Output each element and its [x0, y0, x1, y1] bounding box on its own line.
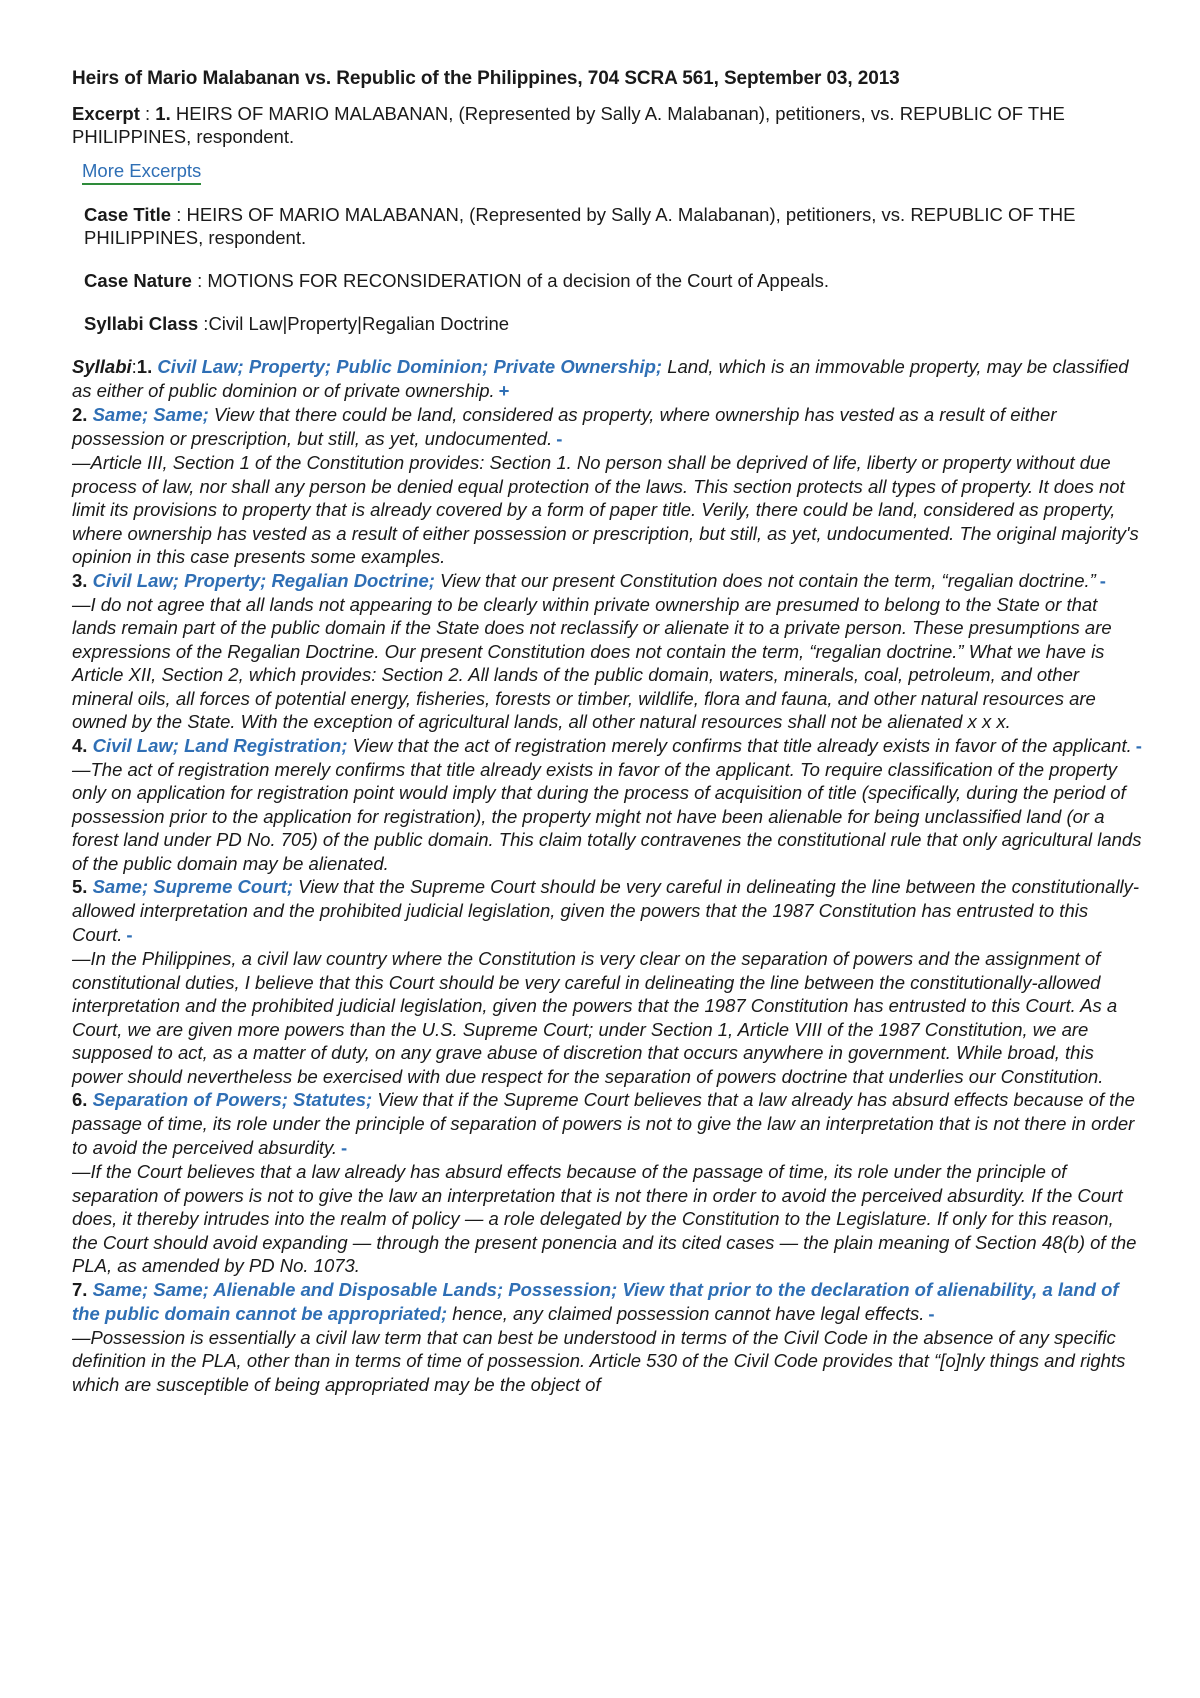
syllabus-item	[72, 1278, 1142, 1397]
syllabus-body: —If the Court believes that a law already has absurd effects because of the passage of time, its role under the principle of separation of powers is not to give the law an interpretation that is not there in order to avoid the perceived absurdity. If the Court does, it thereby intrudes into the realm of policy — a role delegated by the Constitution to the Legislature. If only for this reason, the Court should avoid expanding — through the present ponencia and its cited cases — the plain meaning of Section 48(b) of the PLA, as amended by PD No. 1073.	[72, 1161, 1137, 1276]
case-title-value: HEIRS OF MARIO MALABANAN, (Represented by Sally A. Malabanan), petitioners, vs. REPUBLIC OF THE PHILIPPINES, respondent.	[84, 204, 1076, 248]
syllabus-topic: Same; Same; Alienable and Disposable Lands; Possession; View that prior to the declaration of alienability, a land of the public domain cannot be appropriated;	[72, 1278, 1119, 1324]
document-page	[72, 68, 1142, 1396]
syllabus-body: —Article III, Section 1 of the Constitution provides: Section 1. No person shall be deprived of life, liberty or property without due process of law, nor shall any person be denied equal protection of the laws. This section protects all types of property. It does not limit its provisions to property that is already covered by a form of paper title. Verily, there could be land, considered as property, where ownership has vested as a result of either possession or prescription, but still, as yet, undocumented. The original majority's opinion in this case presents some examples.	[72, 452, 1139, 567]
syllabus-body: —The act of registration merely confirms that title already exists in favor of the applicant. To require classification of the property only on application for registration point would imply that during the process of acquisition of title (specifically, during the period of possession prior to the application for registration), the property might not have been alienable for being unclassified land (or a forest land under PD No. 705) of the public domain. This claim totally contravenes the constitutional rule that only agricultural lands of the public domain may be alienated.	[72, 758, 1142, 874]
excerpt-block	[72, 102, 1142, 148]
syllabus-summary: View that if the Supreme Court believes that a law already has absurd effects because of the passage of time, its role under the principle of separation of powers is not to give the law an interpretation that is not there in order to avoid the perceived absurdity.	[72, 1089, 1135, 1158]
syllabus-topic: Same; Supreme Court;	[92, 876, 294, 897]
syllabus-summary: View that the Supreme Court should be very careful in delineating the line between the constitutionally-allowed interpretation and the prohibited judicial legislation, given the powers that the 1987 Constitution has entrusted to this Court.	[72, 876, 1140, 945]
case-nature-value: MOTIONS FOR RECONSIDERATION of a decision of the Court of Appeals.	[207, 270, 830, 291]
syllabus-item	[72, 356, 1129, 401]
syllabi-sep: :	[131, 356, 137, 377]
collapse-toggle-icon[interactable]: -	[126, 924, 133, 945]
syllabus-body: —In the Philippines, a civil law country where the Constitution is very clear on the separation of powers and the assignment of constitutional duties, I believe that this Court should be very careful in delineating the line between the constitutionally-allowed interpretation and the prohibited judicial legislation, given the powers that the 1987 Constitution has entrusted to this Court. As a Court, we are given more powers than the U.S. Supreme Court; under Section 1, Article VIII of the 1987 Constitution, we are supposed to act, as a matter of duty, on any grave abuse of discretion that occurs anywhere in government. While broad, this power should nevertheless be exercised with due respect for the separation of powers doctrine that underlies our Constitution.	[72, 948, 1118, 1087]
syllabus-topic: Same; Same;	[92, 404, 209, 425]
syllabus-body: —Possession is essentially a civil law term that can best be understood in terms of the Civil Code in the absence of any specific definition in the PLA, other than in terms of time of possession. Article 530 of the Civil Code provides that “[o]nly things and rights which are susceptible of being appropriated may be the object of	[72, 1326, 1126, 1395]
case-title-label: Case Title	[84, 204, 172, 225]
syllabi-label: Syllabi	[72, 356, 132, 377]
syllabus-item	[72, 403, 1142, 569]
expand-toggle-icon[interactable]: +	[498, 380, 510, 401]
syllabus-item	[72, 569, 1142, 734]
collapse-toggle-icon[interactable]: -	[556, 428, 563, 449]
syllabus-summary: View that our present Constitution does not contain the term, “regalian doctrine.”	[434, 569, 1096, 591]
syllabus-item	[72, 734, 1142, 876]
syllabus-topic: Civil Law; Land Registration;	[92, 734, 348, 756]
syllabus-number: 4.	[72, 734, 88, 756]
document-title: Heirs of Mario Malabanan vs. Republic of the Philippines, 704 SCRA 561, September 03, 2013	[72, 68, 900, 89]
syllabus-summary: Land, which is an immovable property, may be classified as either of public dominion or of private ownership.	[72, 356, 1129, 401]
syllabus-item	[72, 1088, 1142, 1278]
syllabi-class-sep: :	[198, 313, 209, 334]
syllabus-number: 5.	[72, 876, 88, 897]
syllabus-item	[72, 875, 1142, 1088]
syllabus-body: —I do not agree that all lands not appearing to be clearly within private ownership are presumed to belong to the State or that lands remain part of the public domain if the State does not reclassify or alienate it to a private person. These presumptions are expressions of the Regalian Doctrine. Our present Constitution does not contain the term, “regalian doctrine.” What we have is Article XII, Section 2, which provides: Section 2. All lands of the public domain, waters, minerals, coal, petroleum, and other mineral oils, all forces of potential energy, fisheries, forests or timber, wildlife, flora and fauna, and other natural resources are owned by the State. With the exception of agricultural lands, all other natural resources shall not be alienated x x x.	[72, 593, 1112, 732]
syllabus-number: 6.	[72, 1089, 88, 1110]
case-nature-field	[84, 269, 1142, 292]
excerpt-number: 1.	[155, 103, 171, 124]
syllabus-topic: Separation of Powers; Statutes;	[92, 1089, 373, 1110]
syllabus-number: 1.	[136, 356, 153, 377]
collapse-toggle-icon[interactable]: -	[1135, 734, 1142, 756]
excerpt-label: Excerpt	[72, 103, 140, 124]
collapse-toggle-icon[interactable]: -	[1099, 569, 1106, 591]
syllabus-number: 3.	[72, 569, 88, 591]
case-title-sep: :	[171, 204, 187, 225]
case-title-field	[84, 203, 1142, 249]
collapse-toggle-icon[interactable]: -	[928, 1302, 935, 1324]
more-excerpts-link[interactable]: More Excerpts	[82, 160, 201, 185]
syllabus-number: 2.	[72, 404, 88, 425]
syllabus-summary: View that there could be land, considered as property, where ownership has vested as a result of either possession or prescription, but still, as yet, undocumented.	[72, 404, 1057, 449]
syllabi-class-value: Civil Law|Property|Regalian Doctrine	[208, 313, 510, 334]
syllabi-class-field	[84, 312, 1142, 335]
excerpt-text: HEIRS OF MARIO MALABANAN, (Represented by Sally A. Malabanan), petitioners, vs. REPUBLIC OF THE PHILIPPINES, respondent.	[72, 103, 1065, 147]
syllabus-topic: Civil Law; Property; Public Dominion; Private Ownership;	[157, 356, 663, 377]
syllabus-summary: hence, any claimed possession cannot have legal effects.	[447, 1302, 925, 1324]
case-nature-label: Case Nature	[84, 270, 192, 291]
syllabi-class-label: Syllabi Class	[84, 313, 199, 334]
excerpt-sep: :	[139, 103, 156, 124]
collapse-toggle-icon[interactable]: -	[340, 1137, 348, 1158]
syllabus-topic: Civil Law; Property; Regalian Doctrine;	[92, 569, 435, 591]
syllabi-section	[72, 355, 1142, 1396]
syllabus-number: 7.	[72, 1278, 88, 1300]
case-nature-sep: :	[191, 270, 208, 291]
syllabus-summary: View that the act of registration merely confirms that title already exists in favor of the applicant.	[347, 734, 1132, 756]
syllabi-list	[72, 356, 1142, 1396]
